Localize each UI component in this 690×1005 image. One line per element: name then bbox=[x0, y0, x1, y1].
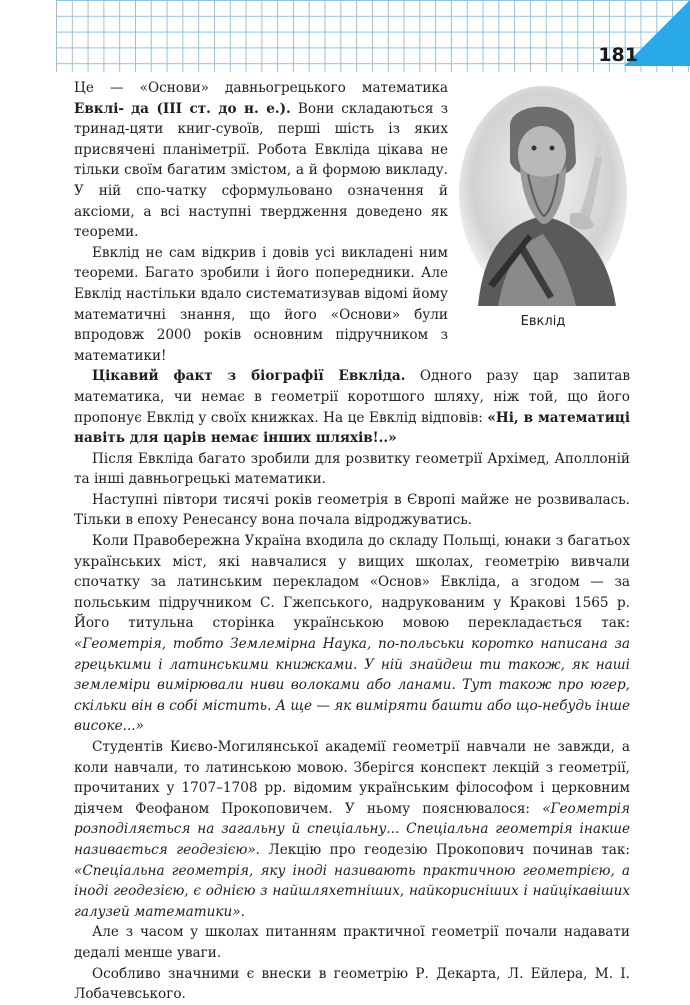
paragraph-3: Цікавий факт з біографії Евкліда. Одного разу цар запитав математика, чи немає в геометрії коротшого шляху, ніж той, що його пропонує Евклід у своїх книжках. На це Евклід відповів: «Ні, в математиці навіть для царів немає інших шляхів!..» bbox=[74, 368, 631, 447]
page-number: 181 bbox=[598, 44, 638, 66]
paragraph-9: Особливо значними є внески в геометрію Р. Декарта, Л. Ейлера, М. І. Лобачевського. bbox=[74, 965, 630, 1003]
paragraph-7: Студентів Києво-Могилянської академії геометрії навчали не завжди, а коли навчали, то латинською мовою. Зберігся конспект лекцій з геометрії, прочитаних у 1707–1708 рр. відомим українським філософом і церковним діячем Феофаном Прокоповичем. У ньому пояснювалося: «Геометрія розподіляється на загальну й спеціальну... Спеціальна геометрія інакше називається геодезією». Лекцію про геодезію Прокопович починав так: «Спеціальна геометрія, яку іноді називають практичною геометрією, а іноді геодезією, є однією з найшляхетніших, найкорисніших і найцікавіших галузей математики». bbox=[74, 739, 630, 920]
paragraph-1: Це — «Основи» давньогрецького математика Евклі- да (III ст. до н. е.). Вони складаються з тринад-цяти книг-сувоїв, перші шість із яких присвячені планіметрії. Робота Евкліда цікава не тільки своїм багатим змістом, а й формою викладу. У ній спо-чатку сформульовано означення й аксіоми, а всі наступні твердження доведено як теореми. bbox=[74, 80, 448, 241]
paragraph-4: Після Евкліда багато зробили для розвитку геометрії Архімед, Аполлоній та інші давньогрецькі математики. bbox=[74, 450, 630, 488]
paragraph-2: Евклід не сам відкрив і довів усі викладені ним теореми. Багато зробили і його попередники. Але Евклід настільки вдало систематизував відомі йому математичні знання, що його «Основи» були впродовж 2000 років основним підручником з математики! bbox=[74, 244, 448, 364]
paragraph-6: Коли Правобережна Україна входила до складу Польщі, юнаки з багатьох українських міст, які навчалися у вищих школах, геометрію вивчали спочатку за латинським перекладом «Основ» Евкліда, а згодом — за польським підручником С. Гжепського, надрукованим у Кракові 1565 р. Його титульна сторінка українською мовою перекладається так: «Геометрія, тобто Землемірна Наука, по-польськи коротко написана за грецькими і латинськими книжками. У ній знайдеш ти також, як наші землеміри вимірювали ниви волоками або ланами. Тут також про югер, скільки він в собі містить. А ще — як виміряти башти або що-небудь інше високе...» bbox=[74, 533, 630, 735]
paragraph-8: Але з часом у школах питанням практичної геометрії почали надавати дедалі менше уваги. bbox=[74, 924, 630, 961]
figure-caption: Евклід bbox=[520, 314, 566, 329]
paragraph-5: Наступні півтори тисячі років геометрія в Європі майже не розвивалась. Тільки в епоху Ренесансу вона почала відроджуватись. bbox=[74, 491, 630, 529]
main-text bbox=[74, 78, 630, 1005]
